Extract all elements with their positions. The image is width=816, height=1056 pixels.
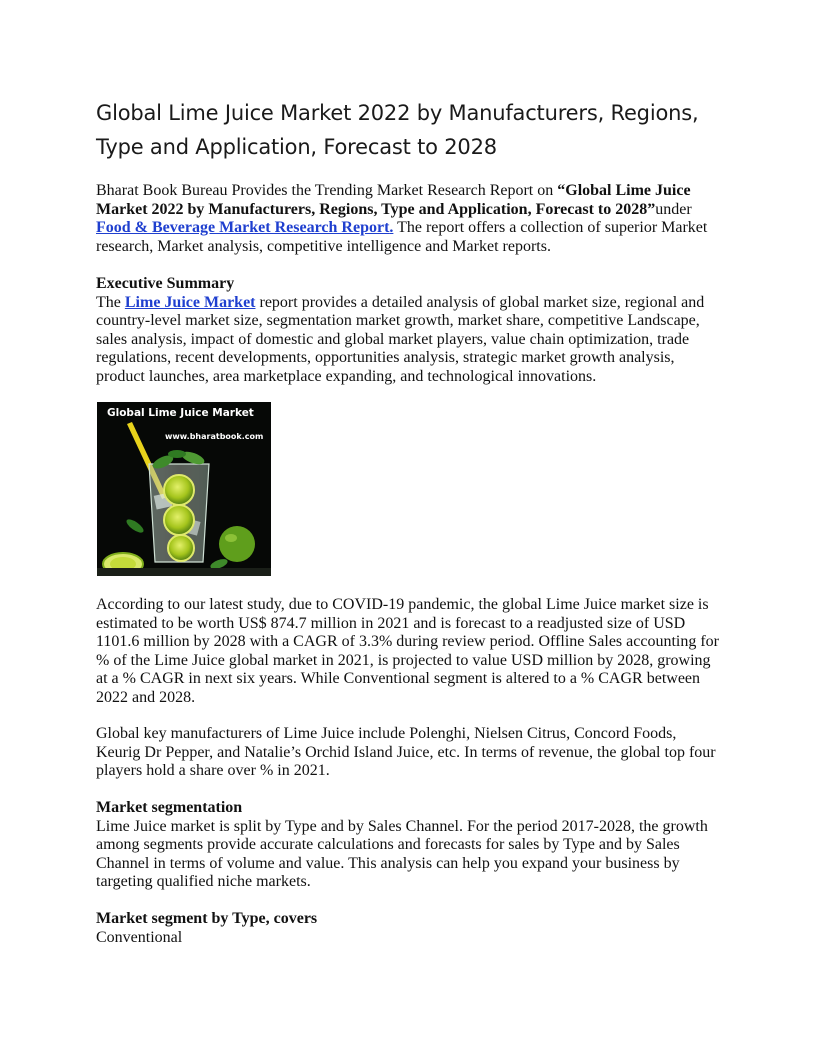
intro-tail: The report offers a collection of superior Market research, Market analysis, competitive intelligence and Market reports. <box>96 219 708 255</box>
market-segmentation-text: Lime Juice market is split by Type and by Sales Channel. For the period 2017-2028, the growth among segments provide accurate calculations and forecasts for sales by Type and by Sales Channel in terms of volume and value. This analysis can help you expand your business by targeting qualified niche markets. <box>96 817 708 891</box>
executive-summary-heading: Executive Summary <box>96 275 235 292</box>
intro-report-title: “Global Lime Juice Market 2022 by Manufacturers, Regions, Type and Application, Forecast to 2028” <box>96 182 691 218</box>
image-title: Global Lime Juice Market <box>107 407 254 419</box>
executive-summary-section <box>96 275 722 387</box>
manufacturers-paragraph: Global key manufacturers of Lime Juice include Polenghi, Nielsen Citrus, Concord Foods, Keurig Dr Pepper, and Natalie’s Orchid Island Juice, etc. In terms of revenue, the global top four players hold a share over % in 2021. <box>96 725 716 780</box>
executive-summary-text: report provides a detailed analysis of global market size, regional and country-level market size, segmentation market growth, market share, competitive Landscape, sales analysis, impact of domestic and global market players, value chain optimization, trade regulations, recent developments, opportunities analysis, strategic market growth analysis, product launches, area marketplace expanding, and technological innovations. <box>96 293 705 385</box>
link-period: . <box>389 219 394 237</box>
lime-juice-glass-illustration <box>97 402 271 576</box>
segment-by-type-heading: Market segment by Type, covers <box>96 910 318 927</box>
image-url-label: www.bharatbook.com <box>165 432 264 441</box>
market-segmentation-section <box>96 799 722 892</box>
lime-juice-market-image <box>97 402 271 576</box>
food-beverage-report-link[interactable]: Food & Beverage Market Research Report <box>96 219 390 237</box>
document-title: Global Lime Juice Market 2022 by Manufacturers, Regions, Type and Application, Forecast to 2028 <box>96 101 699 159</box>
executive-summary-lead: The <box>96 293 125 311</box>
intro-lead: Bharat Book Bureau Provides the Trending Market Research Report on <box>96 182 558 199</box>
lime-juice-market-link[interactable]: Lime Juice Market <box>124 293 256 311</box>
segment-type-item: Conventional <box>96 928 183 946</box>
market-segmentation-heading: Market segmentation <box>96 799 243 816</box>
segment-by-type-section <box>96 910 722 947</box>
intro-paragraph <box>96 182 722 256</box>
intro-under: under <box>655 200 692 218</box>
study-paragraph: According to our latest study, due to COVID-19 pandemic, the global Lime Juice market size is estimated to be worth US$ 874.7 million in 2021 and is forecast to a readjusted size of USD 1101.6 million by 2028 with a CAGR of 3.3% during review period. Offline Sales accounting for % of the Lime Juice global market in 2021, is projected to value USD million by 2028, growing at a % CAGR in next six years. While Conventional segment is altered to a % CAGR between 2022 and 2028. <box>96 596 720 706</box>
